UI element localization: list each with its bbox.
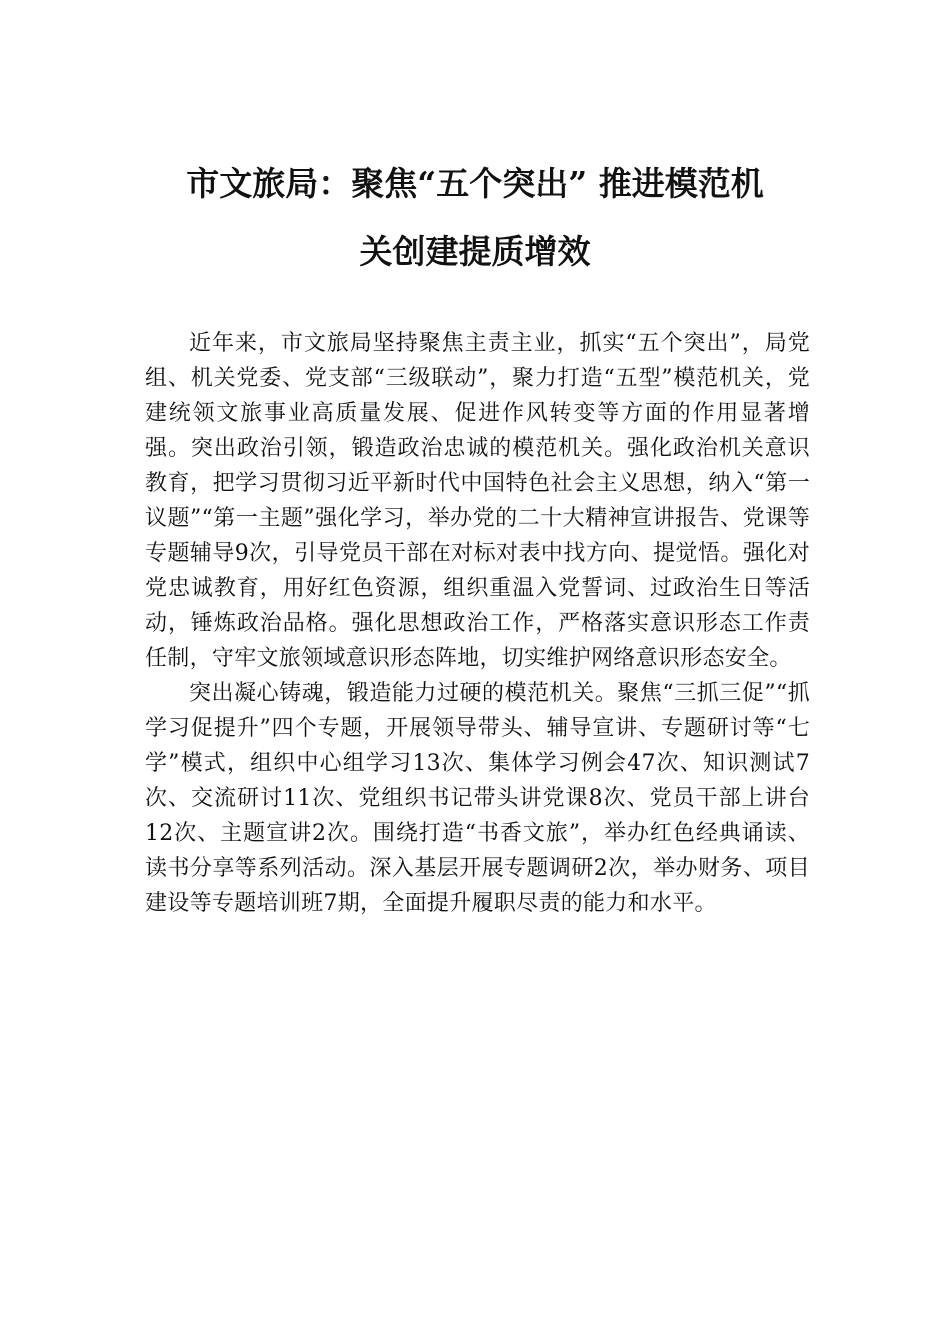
- document-title-line-2: 关创建提质增效: [359, 232, 591, 271]
- document-body: [145, 326, 810, 921]
- document-title-line-1: 市文旅局：聚焦“五个突出” 推进模范机: [186, 164, 764, 203]
- body-paragraph-2: 突出凝心铸魂，锻造能力过硬的模范机关。聚焦“三抓三促”“抓学习促提升”四个专题，开展领导带头、辅导宣讲、专题研讨等“七学”模式，组织中心组学习13次、集体学习例会47次、知识测试7次、交流研讨11次、党组织书记带头讲党课8次、党员干部上讲台12次、主题宣讲2次。围绕打造“书香文旅”，举办红色经典诵读、读书分享等系列活动。深入基层开展专题调研2次，举办财务、项目建设等专题培训班7期，全面提升履职尽责的能力和水平。: [145, 681, 810, 916]
- body-paragraph-1: 近年来，市文旅局坚持聚焦主责主业，抓实“五个突出”，局党组、机关党委、党支部“三级联动”，聚力打造“五型”模范机关，党建统领文旅事业高质量发展、促进作风转变等方面的作用显著增强。突出政治引领，锻造政治忠诚的模范机关。强化政治机关意识教育，把学习贯彻习近平新时代中国特色社会主义思想，纳入“第一议题”“第一主题”强化学习，举办党的二十大精神宣讲报告、党课等专题辅导9次，引导党员干部在对标对表中找方向、提觉悟。强化对党忠诚教育，用好红色资源，组织重温入党誓词、过政治生日等活动，锤炼政治品格。强化思想政治工作，严格落实意识形态工作责任制，守牢文旅领域意识形态阵地，切实维护网络意识形态安全。: [145, 331, 810, 671]
